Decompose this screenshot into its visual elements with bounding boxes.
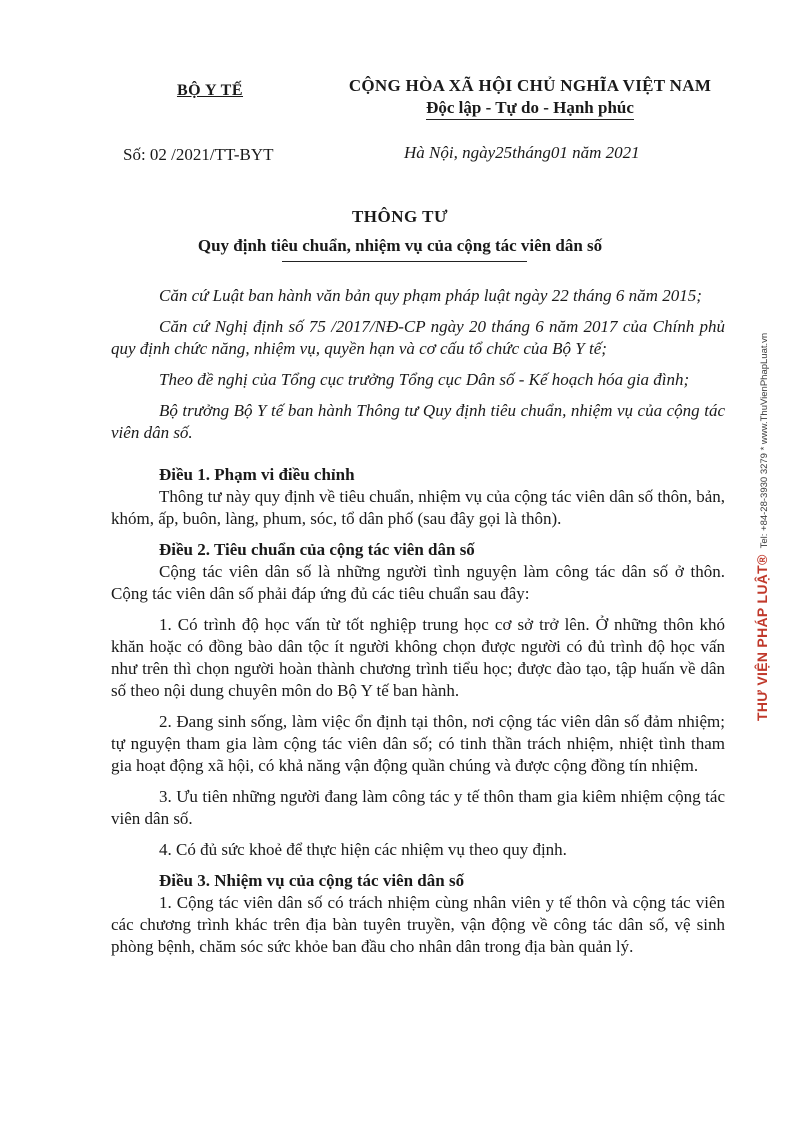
article-1-paragraph: Thông tư này quy định về tiêu chuẩn, nhiệm vụ của cộng tác viên dân số thôn, bản, khóm, ấp, buôn, làng, phum, sóc, tổ dân phố (sau đây gọi là thôn).: [111, 487, 725, 528]
document-body: [111, 285, 725, 967]
preamble-line: Theo đề nghị của Tổng cục trưởng Tổng cục Dân số - Kế hoạch hóa gia đình;: [159, 370, 690, 389]
preamble-line: Bộ trưởng Bộ Y tế ban hành Thông tư Quy định tiêu chuẩn, nhiệm vụ của cộng tác viên dân số.: [111, 401, 725, 442]
document-title: Quy định tiêu chuẩn, nhiệm vụ của cộng tác viên dân số: [197, 236, 603, 255]
watermark-brand: THƯ VIỆN PHÁP LUẬT®: [754, 554, 770, 721]
place-date: Hà Nội, ngày25tháng01 năm 2021: [404, 143, 640, 162]
preamble: [111, 285, 725, 444]
article-2-paragraph: 4. Có đủ sức khoẻ để thực hiện các nhiệm vụ theo quy định.: [159, 840, 567, 859]
article-2-paragraph: 2. Đang sinh sống, làm việc ổn định tại thôn, nơi cộng tác viên dân số đảm nhiệm; tự nguyện tham gia làm cộng tác viên dân số; có tinh thần trách nhiệm, nhiệt tình tham gia hoạt động xã hội, có khả năng vận động quần chúng và được cộng đồng tín nhiệm.: [111, 712, 725, 775]
title-underline: [282, 261, 527, 262]
article-2-paragraph: 1. Có trình độ học vấn từ tốt nghiệp trung học cơ sở trở lên. Ở những thôn khó khăn hoặc có đồng bào dân tộc ít người không chọn được người có đủ trình độ học vấn như trên thì chọn người hoàn thành chương trình tiểu học; được đào tạo, tập huấn về dân số theo nội dung chuyên môn do Bộ Y tế ban hành.: [111, 615, 725, 700]
national-motto: Độc lập - Tự do - Hạnh phúc: [426, 98, 634, 120]
article-3-title: Điều 3. Nhiệm vụ của cộng tác viên dân số: [159, 871, 465, 890]
watermark: [740, 245, 770, 725]
document-number: Số: 02 /2021/TT-BYT: [123, 145, 274, 164]
national-header: [325, 76, 735, 118]
document-type: THÔNG TƯ: [351, 207, 449, 226]
ministry-name: BỘ Y TẾ: [176, 82, 244, 99]
article-2-paragraph: 3. Ưu tiên những người đang làm công tác y tế thôn tham gia kiêm nhiệm cộng tác viên dân số.: [111, 787, 725, 828]
ministry-block: [165, 82, 255, 100]
nation-name: CỘNG HÒA XÃ HỘI CHỦ NGHĨA VIỆT NAM: [348, 76, 712, 95]
article-2-paragraph: Cộng tác viên dân số là những người tình nguyện làm công tác dân số ở thôn. Cộng tác viên dân số phải đáp ứng đủ các tiêu chuẩn sau đây:: [111, 562, 725, 603]
preamble-line: Căn cứ Nghị định số 75 /2017/NĐ-CP ngày 20 tháng 6 năm 2017 của Chính phủ quy định chức năng, nhiệm vụ, quyền hạn và cơ cấu tổ chức của Bộ Y tế;: [111, 317, 725, 358]
preamble-line: Căn cứ Luật ban hành văn bản quy phạm pháp luật ngày 22 tháng 6 năm 2015;: [159, 286, 702, 305]
article-3-paragraph: 1. Cộng tác viên dân số có trách nhiệm cùng nhân viên y tế thôn và cộng tác viên các chương trình khác trên địa bàn tuyên truyền, vận động về công tác dân số, vệ sinh phòng bệnh, chăm sóc sức khỏe ban đầu cho nhân dân trong địa bàn quản lý.: [111, 893, 725, 956]
article-1-title: Điều 1. Phạm vi điều chỉnh: [159, 465, 355, 484]
watermark-contact: Tel: +84-28-3930 3279 * www.ThuVienPhapLuat.vn: [759, 332, 770, 549]
article-2-title: Điều 2. Tiêu chuẩn của cộng tác viên dân số: [159, 540, 475, 559]
